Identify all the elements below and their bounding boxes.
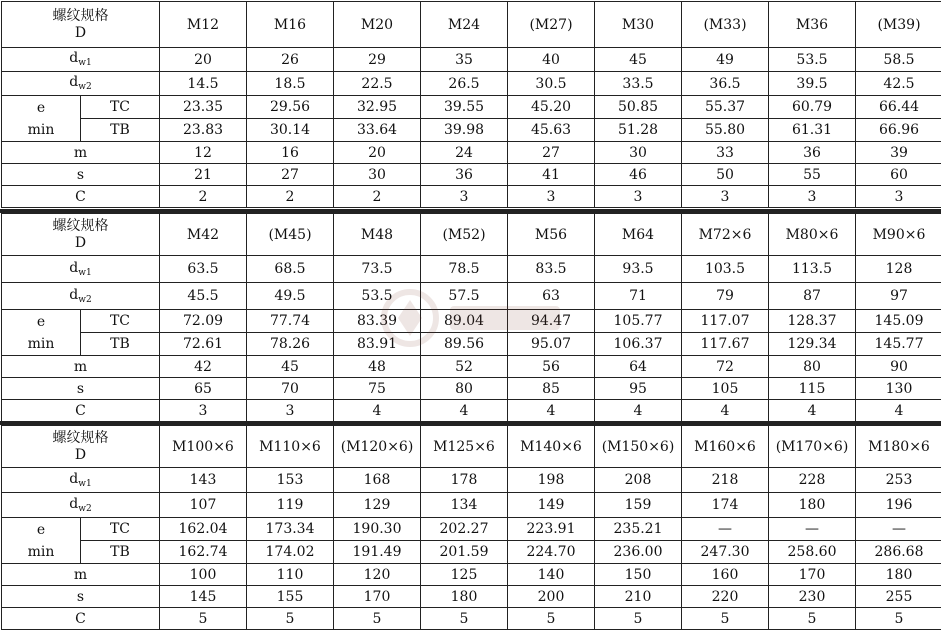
value-cell: 162.04 bbox=[160, 518, 247, 541]
table-row bbox=[2, 468, 941, 493]
value-cell: 83.39 bbox=[334, 310, 421, 333]
spec-cell: (M39) bbox=[856, 2, 941, 48]
value-cell: 230 bbox=[769, 586, 856, 608]
dw1-label: $d_{w1}$ bbox=[2, 256, 160, 283]
value-cell: 36 bbox=[421, 164, 508, 186]
value-cell: 77.74 bbox=[247, 310, 334, 333]
value-cell: 196 bbox=[856, 493, 941, 518]
value-cell: 3 bbox=[682, 186, 769, 208]
value-cell: 130 bbox=[856, 378, 941, 400]
value-cell: 79 bbox=[682, 283, 769, 310]
value-cell: 41 bbox=[508, 164, 595, 186]
value-cell: 162.74 bbox=[160, 541, 247, 564]
thread-spec-header: 螺纹规格 D bbox=[2, 214, 160, 256]
value-cell: 42.5 bbox=[856, 72, 941, 96]
value-cell: 55.80 bbox=[682, 119, 769, 142]
table-row bbox=[2, 608, 941, 630]
value-cell: 30.14 bbox=[247, 119, 334, 142]
value-cell: 220 bbox=[682, 586, 769, 608]
value-cell: 2 bbox=[160, 186, 247, 208]
m-label: m bbox=[2, 564, 160, 586]
value-cell: 170 bbox=[334, 586, 421, 608]
value-cell: 140 bbox=[508, 564, 595, 586]
value-cell: 190.30 bbox=[334, 518, 421, 541]
value-cell: 201.59 bbox=[421, 541, 508, 564]
value-cell: 180 bbox=[856, 564, 941, 586]
spec-cell: (M120×6) bbox=[334, 426, 421, 468]
table-row bbox=[2, 2, 941, 48]
thread-spec-header: 螺纹规格 D bbox=[2, 2, 160, 48]
e-min-label: e min bbox=[2, 518, 81, 564]
tc-label: TC bbox=[81, 310, 160, 333]
value-cell: 128 bbox=[856, 256, 941, 283]
table-row bbox=[2, 256, 941, 283]
value-cell: 173.34 bbox=[247, 518, 334, 541]
value-cell: 78.26 bbox=[247, 333, 334, 356]
value-cell: — bbox=[769, 518, 856, 541]
value-cell: 23.35 bbox=[160, 96, 247, 119]
value-cell: 4 bbox=[769, 400, 856, 422]
value-cell: 4 bbox=[421, 400, 508, 422]
value-cell: 117.67 bbox=[682, 333, 769, 356]
value-cell: 23.83 bbox=[160, 119, 247, 142]
value-cell: 253 bbox=[856, 468, 941, 493]
value-cell: 113.5 bbox=[769, 256, 856, 283]
value-cell: 174.02 bbox=[247, 541, 334, 564]
value-cell: 78.5 bbox=[421, 256, 508, 283]
c-label: C bbox=[2, 400, 160, 422]
value-cell: 45.20 bbox=[508, 96, 595, 119]
value-cell: 72 bbox=[682, 356, 769, 378]
value-cell: 89.04 bbox=[421, 310, 508, 333]
value-cell: 27 bbox=[508, 142, 595, 164]
thread-spec-header: 螺纹规格 D bbox=[2, 426, 160, 468]
value-cell: 60 bbox=[856, 164, 941, 186]
spec-cell: M64 bbox=[595, 214, 682, 256]
value-cell: 89.56 bbox=[421, 333, 508, 356]
table-row bbox=[2, 96, 941, 119]
value-cell: 49 bbox=[682, 48, 769, 72]
dw2-label: $d_{w2}$ bbox=[2, 72, 160, 96]
value-cell: 39 bbox=[856, 142, 941, 164]
spec-cell: (M170×6) bbox=[769, 426, 856, 468]
value-cell: 30.5 bbox=[508, 72, 595, 96]
value-cell: 236.00 bbox=[595, 541, 682, 564]
value-cell: 149 bbox=[508, 493, 595, 518]
value-cell: 228 bbox=[769, 468, 856, 493]
value-cell: 60.79 bbox=[769, 96, 856, 119]
spec-cell: M24 bbox=[421, 2, 508, 48]
value-cell: 247.30 bbox=[682, 541, 769, 564]
value-cell: 143 bbox=[160, 468, 247, 493]
value-cell: 5 bbox=[334, 608, 421, 630]
value-cell: 36.5 bbox=[682, 72, 769, 96]
m-label: m bbox=[2, 142, 160, 164]
value-cell: 30 bbox=[334, 164, 421, 186]
value-cell: 5 bbox=[247, 608, 334, 630]
table-row bbox=[2, 493, 941, 518]
value-cell: 45 bbox=[595, 48, 682, 72]
value-cell: 5 bbox=[160, 608, 247, 630]
tc-label: TC bbox=[81, 518, 160, 541]
c-label: C bbox=[2, 186, 160, 208]
spec-cell: M20 bbox=[334, 2, 421, 48]
value-cell: 106.37 bbox=[595, 333, 682, 356]
value-cell: 55 bbox=[769, 164, 856, 186]
spec-table-section-1 bbox=[1, 1, 941, 208]
c-label: C bbox=[2, 608, 160, 630]
spec-cell: M100×6 bbox=[160, 426, 247, 468]
spec-cell: M42 bbox=[160, 214, 247, 256]
value-cell: 73.5 bbox=[334, 256, 421, 283]
dw1-label: $d_{w1}$ bbox=[2, 48, 160, 72]
value-cell: 52 bbox=[421, 356, 508, 378]
value-cell: 33 bbox=[682, 142, 769, 164]
table-row bbox=[2, 119, 941, 142]
value-cell: 5 bbox=[421, 608, 508, 630]
value-cell: 33.5 bbox=[595, 72, 682, 96]
value-cell: 55.37 bbox=[682, 96, 769, 119]
value-cell: 26.5 bbox=[421, 72, 508, 96]
value-cell: 66.44 bbox=[856, 96, 941, 119]
table-row bbox=[2, 72, 941, 96]
table-row bbox=[2, 186, 941, 208]
value-cell: 210 bbox=[595, 586, 682, 608]
value-cell: 198 bbox=[508, 468, 595, 493]
table-row bbox=[2, 142, 941, 164]
table-row bbox=[2, 164, 941, 186]
value-cell: 30 bbox=[595, 142, 682, 164]
spec-cell: M140×6 bbox=[508, 426, 595, 468]
value-cell: 22.5 bbox=[334, 72, 421, 96]
value-cell: 36 bbox=[769, 142, 856, 164]
value-cell: 24 bbox=[421, 142, 508, 164]
spec-cell: M12 bbox=[160, 2, 247, 48]
value-cell: 4 bbox=[508, 400, 595, 422]
value-cell: 117.07 bbox=[682, 310, 769, 333]
value-cell: 2 bbox=[247, 186, 334, 208]
value-cell: 87 bbox=[769, 283, 856, 310]
value-cell: 66.96 bbox=[856, 119, 941, 142]
value-cell: 115 bbox=[769, 378, 856, 400]
value-cell: 129.34 bbox=[769, 333, 856, 356]
table-row bbox=[2, 400, 941, 422]
value-cell: 107 bbox=[160, 493, 247, 518]
value-cell: 200 bbox=[508, 586, 595, 608]
value-cell: 5 bbox=[856, 608, 941, 630]
value-cell: 93.5 bbox=[595, 256, 682, 283]
s-label: s bbox=[2, 378, 160, 400]
tc-label: TC bbox=[81, 96, 160, 119]
value-cell: 95.07 bbox=[508, 333, 595, 356]
value-cell: 80 bbox=[769, 356, 856, 378]
value-cell: 3 bbox=[247, 400, 334, 422]
tb-label: TB bbox=[81, 333, 160, 356]
spec-cell: (M33) bbox=[682, 2, 769, 48]
spec-cell: M36 bbox=[769, 2, 856, 48]
value-cell: 4 bbox=[334, 400, 421, 422]
value-cell: 71 bbox=[595, 283, 682, 310]
value-cell: 85 bbox=[508, 378, 595, 400]
value-cell: 39.98 bbox=[421, 119, 508, 142]
value-cell: 33.64 bbox=[334, 119, 421, 142]
value-cell: 97 bbox=[856, 283, 941, 310]
dw2-label: $d_{w2}$ bbox=[2, 283, 160, 310]
spec-cell: M16 bbox=[247, 2, 334, 48]
spec-cell: (M150×6) bbox=[595, 426, 682, 468]
value-cell: 255 bbox=[856, 586, 941, 608]
value-cell: 170 bbox=[769, 564, 856, 586]
e-min-label: e min bbox=[2, 310, 81, 356]
value-cell: 46 bbox=[595, 164, 682, 186]
value-cell: 50 bbox=[682, 164, 769, 186]
spec-cell: M80×6 bbox=[769, 214, 856, 256]
value-cell: 75 bbox=[334, 378, 421, 400]
value-cell: 94.47 bbox=[508, 310, 595, 333]
spec-cell: (M45) bbox=[247, 214, 334, 256]
value-cell: 32.95 bbox=[334, 96, 421, 119]
value-cell: 83.91 bbox=[334, 333, 421, 356]
spec-cell: M72×6 bbox=[682, 214, 769, 256]
value-cell: 95 bbox=[595, 378, 682, 400]
value-cell: 40 bbox=[508, 48, 595, 72]
value-cell: 178 bbox=[421, 468, 508, 493]
value-cell: 3 bbox=[769, 186, 856, 208]
value-cell: 3 bbox=[421, 186, 508, 208]
value-cell: 191.49 bbox=[334, 541, 421, 564]
value-cell: 224.70 bbox=[508, 541, 595, 564]
value-cell: 4 bbox=[682, 400, 769, 422]
value-cell: 35 bbox=[421, 48, 508, 72]
value-cell: 39.5 bbox=[769, 72, 856, 96]
spec-cell: M48 bbox=[334, 214, 421, 256]
value-cell: 57.5 bbox=[421, 283, 508, 310]
value-cell: 42 bbox=[160, 356, 247, 378]
spec-table-section-2 bbox=[1, 213, 941, 422]
value-cell: 20 bbox=[160, 48, 247, 72]
value-cell: 145.77 bbox=[856, 333, 941, 356]
value-cell: 5 bbox=[508, 608, 595, 630]
value-cell: 4 bbox=[856, 400, 941, 422]
value-cell: 14.5 bbox=[160, 72, 247, 96]
value-cell: 159 bbox=[595, 493, 682, 518]
value-cell: 208 bbox=[595, 468, 682, 493]
value-cell: 64 bbox=[595, 356, 682, 378]
spec-cell: (M52) bbox=[421, 214, 508, 256]
value-cell: 100 bbox=[160, 564, 247, 586]
value-cell: 223.91 bbox=[508, 518, 595, 541]
spec-cell: (M27) bbox=[508, 2, 595, 48]
table-row bbox=[2, 310, 941, 333]
value-cell: 50.85 bbox=[595, 96, 682, 119]
value-cell: 70 bbox=[247, 378, 334, 400]
spec-cell: M30 bbox=[595, 2, 682, 48]
value-cell: 145.09 bbox=[856, 310, 941, 333]
table-row bbox=[2, 378, 941, 400]
value-cell: 110 bbox=[247, 564, 334, 586]
value-cell: 65 bbox=[160, 378, 247, 400]
value-cell: 83.5 bbox=[508, 256, 595, 283]
table-row bbox=[2, 333, 941, 356]
value-cell: 16 bbox=[247, 142, 334, 164]
value-cell: 155 bbox=[247, 586, 334, 608]
value-cell: 56 bbox=[508, 356, 595, 378]
table-row bbox=[2, 564, 941, 586]
value-cell: 180 bbox=[769, 493, 856, 518]
table-row bbox=[2, 586, 941, 608]
dw2-label: $d_{w2}$ bbox=[2, 493, 160, 518]
value-cell: 72.61 bbox=[160, 333, 247, 356]
table-row bbox=[2, 48, 941, 72]
value-cell: 45 bbox=[247, 356, 334, 378]
value-cell: 2 bbox=[334, 186, 421, 208]
value-cell: 51.28 bbox=[595, 119, 682, 142]
spec-table-section-3 bbox=[1, 425, 941, 630]
value-cell: 80 bbox=[421, 378, 508, 400]
table-row bbox=[2, 541, 941, 564]
value-cell: 160 bbox=[682, 564, 769, 586]
table-row bbox=[2, 283, 941, 310]
value-cell: 129 bbox=[334, 493, 421, 518]
value-cell: 39.55 bbox=[421, 96, 508, 119]
value-cell: 3 bbox=[160, 400, 247, 422]
value-cell: 5 bbox=[682, 608, 769, 630]
value-cell: — bbox=[856, 518, 941, 541]
value-cell: 63.5 bbox=[160, 256, 247, 283]
spec-cell: M56 bbox=[508, 214, 595, 256]
value-cell: 53.5 bbox=[769, 48, 856, 72]
value-cell: 105.77 bbox=[595, 310, 682, 333]
value-cell: 48 bbox=[334, 356, 421, 378]
dw1-label: $d_{w1}$ bbox=[2, 468, 160, 493]
tb-label: TB bbox=[81, 541, 160, 564]
value-cell: 4 bbox=[595, 400, 682, 422]
e-min-label: e min bbox=[2, 96, 81, 142]
spec-cell: M90×6 bbox=[856, 214, 941, 256]
value-cell: 20 bbox=[334, 142, 421, 164]
value-cell: 18.5 bbox=[247, 72, 334, 96]
value-cell: 12 bbox=[160, 142, 247, 164]
value-cell: 63 bbox=[508, 283, 595, 310]
value-cell: 120 bbox=[334, 564, 421, 586]
value-cell: 21 bbox=[160, 164, 247, 186]
value-cell: 3 bbox=[508, 186, 595, 208]
value-cell: 202.27 bbox=[421, 518, 508, 541]
value-cell: 26 bbox=[247, 48, 334, 72]
value-cell: 105 bbox=[682, 378, 769, 400]
value-cell: 218 bbox=[682, 468, 769, 493]
value-cell: 174 bbox=[682, 493, 769, 518]
spec-cell: M180×6 bbox=[856, 426, 941, 468]
value-cell: 29 bbox=[334, 48, 421, 72]
value-cell: 153 bbox=[247, 468, 334, 493]
value-cell: 145 bbox=[160, 586, 247, 608]
value-cell: 258.60 bbox=[769, 541, 856, 564]
value-cell: 90 bbox=[856, 356, 941, 378]
value-cell: 68.5 bbox=[247, 256, 334, 283]
table-row bbox=[2, 356, 941, 378]
value-cell: 45.63 bbox=[508, 119, 595, 142]
value-cell: 5 bbox=[769, 608, 856, 630]
m-label: m bbox=[2, 356, 160, 378]
tb-label: TB bbox=[81, 119, 160, 142]
value-cell: 72.09 bbox=[160, 310, 247, 333]
value-cell: 53.5 bbox=[334, 283, 421, 310]
value-cell: 29.56 bbox=[247, 96, 334, 119]
value-cell: 49.5 bbox=[247, 283, 334, 310]
table-row bbox=[2, 214, 941, 256]
table-row bbox=[2, 518, 941, 541]
value-cell: 58.5 bbox=[856, 48, 941, 72]
s-label: s bbox=[2, 164, 160, 186]
value-cell: 103.5 bbox=[682, 256, 769, 283]
value-cell: 180 bbox=[421, 586, 508, 608]
value-cell: 61.31 bbox=[769, 119, 856, 142]
spec-cell: M160×6 bbox=[682, 426, 769, 468]
value-cell: 3 bbox=[595, 186, 682, 208]
spec-cell: M110×6 bbox=[247, 426, 334, 468]
value-cell: 286.68 bbox=[856, 541, 941, 564]
s-label: s bbox=[2, 586, 160, 608]
spec-cell: M125×6 bbox=[421, 426, 508, 468]
value-cell: 128.37 bbox=[769, 310, 856, 333]
value-cell: 5 bbox=[595, 608, 682, 630]
value-cell: 125 bbox=[421, 564, 508, 586]
value-cell: 119 bbox=[247, 493, 334, 518]
value-cell: 168 bbox=[334, 468, 421, 493]
value-cell: 45.5 bbox=[160, 283, 247, 310]
table-row bbox=[2, 426, 941, 468]
value-cell: 27 bbox=[247, 164, 334, 186]
value-cell: 134 bbox=[421, 493, 508, 518]
value-cell: 3 bbox=[856, 186, 941, 208]
value-cell: — bbox=[682, 518, 769, 541]
value-cell: 235.21 bbox=[595, 518, 682, 541]
value-cell: 150 bbox=[595, 564, 682, 586]
